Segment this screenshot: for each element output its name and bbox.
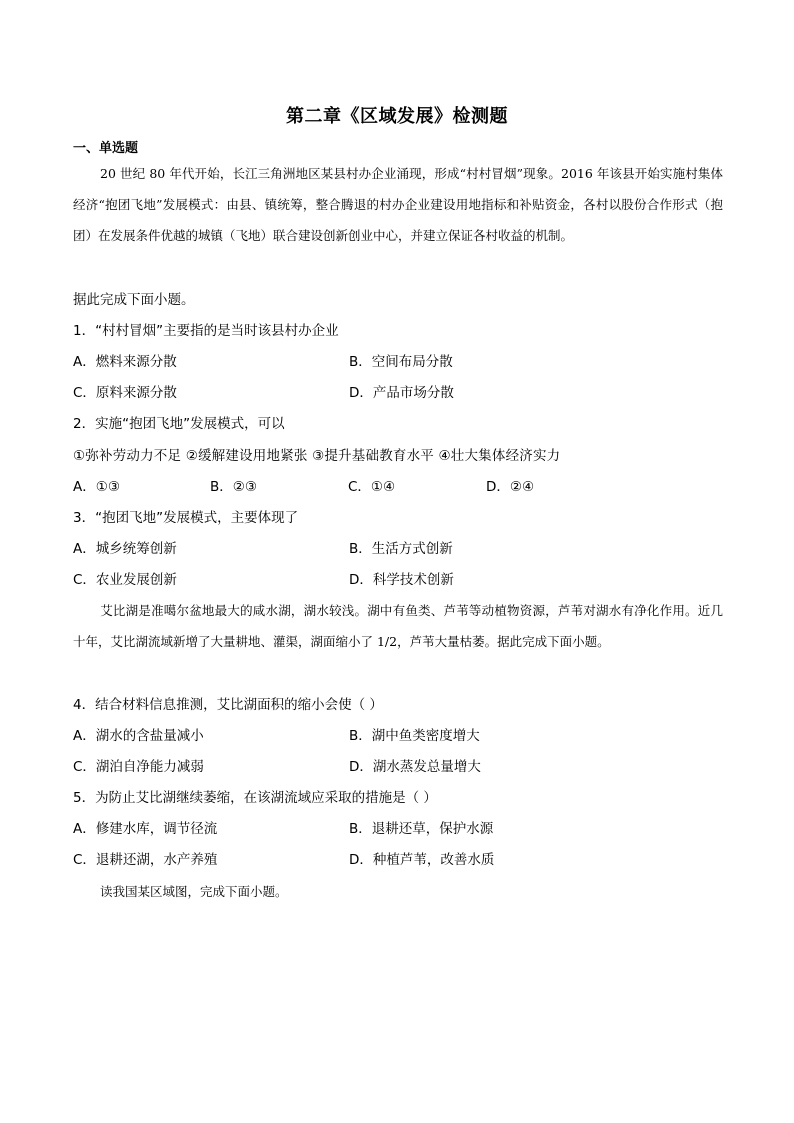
question-1-option-a: A．燃料来源分散	[73, 354, 177, 370]
question-1-stem: 1．“村村冒烟”主要指的是当时该县村办企业	[73, 323, 339, 339]
section-heading: 一、单选题	[73, 141, 139, 156]
passage-2-text: 艾比湖是准噶尔盆地最大的咸水湖，湖水较浅。湖中有鱼类、芦苇等动植物资源，芦苇对湖水有净化作用。近几十年，艾比湖流域新增了大量耕地、灌渠，湖面缩小了 1/2，芦苇大量枯萎。据此完成下面小题。	[73, 603, 723, 649]
question-1-option-c: C．原料来源分散	[73, 385, 177, 401]
question-1-option-b: B．空间布局分散	[349, 354, 453, 370]
question-2-option-c: C．①④	[348, 479, 396, 495]
question-5-option-d: D．种植芦苇，改善水质	[349, 852, 495, 868]
question-4-option-c: C．湖泊自净能力减弱	[73, 759, 204, 775]
passage-1	[73, 158, 723, 251]
question-4-stem: 4．结合材料信息推测，艾比湖面积的缩小会使（ ）	[73, 697, 383, 713]
question-5-option-b: B．退耕还草，保护水源	[349, 821, 494, 837]
question-5-option-c: C．退耕还湖，水产养殖	[73, 852, 218, 868]
question-3-option-b: B．生活方式创新	[349, 541, 453, 557]
question-4-option-d: D．湖水蒸发总量增大	[349, 759, 481, 775]
question-5-stem: 5．为防止艾比湖继续萎缩，在该湖流域应采取的措施是（ ）	[73, 790, 437, 806]
question-3-option-d: D．科学技术创新	[349, 572, 454, 588]
question-2-items: ①弥补劳动力不足 ②缓解建设用地紧张 ③提升基础教育水平 ④壮大集体经济实力	[73, 448, 561, 464]
instruction-1: 据此完成下面小题。	[73, 292, 195, 308]
question-4-option-b: B．湖中鱼类密度增大	[349, 728, 480, 744]
question-5-option-a: A．修建水库，调节径流	[73, 821, 218, 837]
question-4-option-a: A．湖水的含盐量减小	[73, 728, 204, 744]
instruction-3: 读我国某区域图，完成下面小题。	[100, 884, 288, 899]
question-2-stem: 2．实施“抱团飞地”发展模式，可以	[73, 416, 285, 432]
question-1-option-d: D．产品市场分散	[349, 385, 454, 401]
question-2-option-a: A．①③	[73, 479, 120, 495]
question-2-option-b: B．②③	[210, 479, 257, 495]
question-2-option-d: D．②④	[486, 479, 535, 495]
page-title: 第二章《区域发展》检测题	[286, 106, 508, 127]
passage-1-text: 20 世纪 80 年代开始，长江三角洲地区某县村办企业涌现，形成“村村冒烟”现象。2016 年该县开始实施村集体经济“抱团飞地”发展模式：由县、镇统筹，整合腾退的村办企业建设用地指标和补贴资金，各村以股份合作形式（抱团）在发展条件优越的城镇（飞地）联合建设创新创业中心，并建立保证各村收益的机制。	[73, 166, 723, 243]
passage-2	[73, 595, 723, 657]
question-3-stem: 3．“抱团飞地”发展模式，主要体现了	[73, 510, 299, 526]
question-3-option-a: A．城乡统筹创新	[73, 541, 177, 557]
question-3-option-c: C．农业发展创新	[73, 572, 177, 588]
